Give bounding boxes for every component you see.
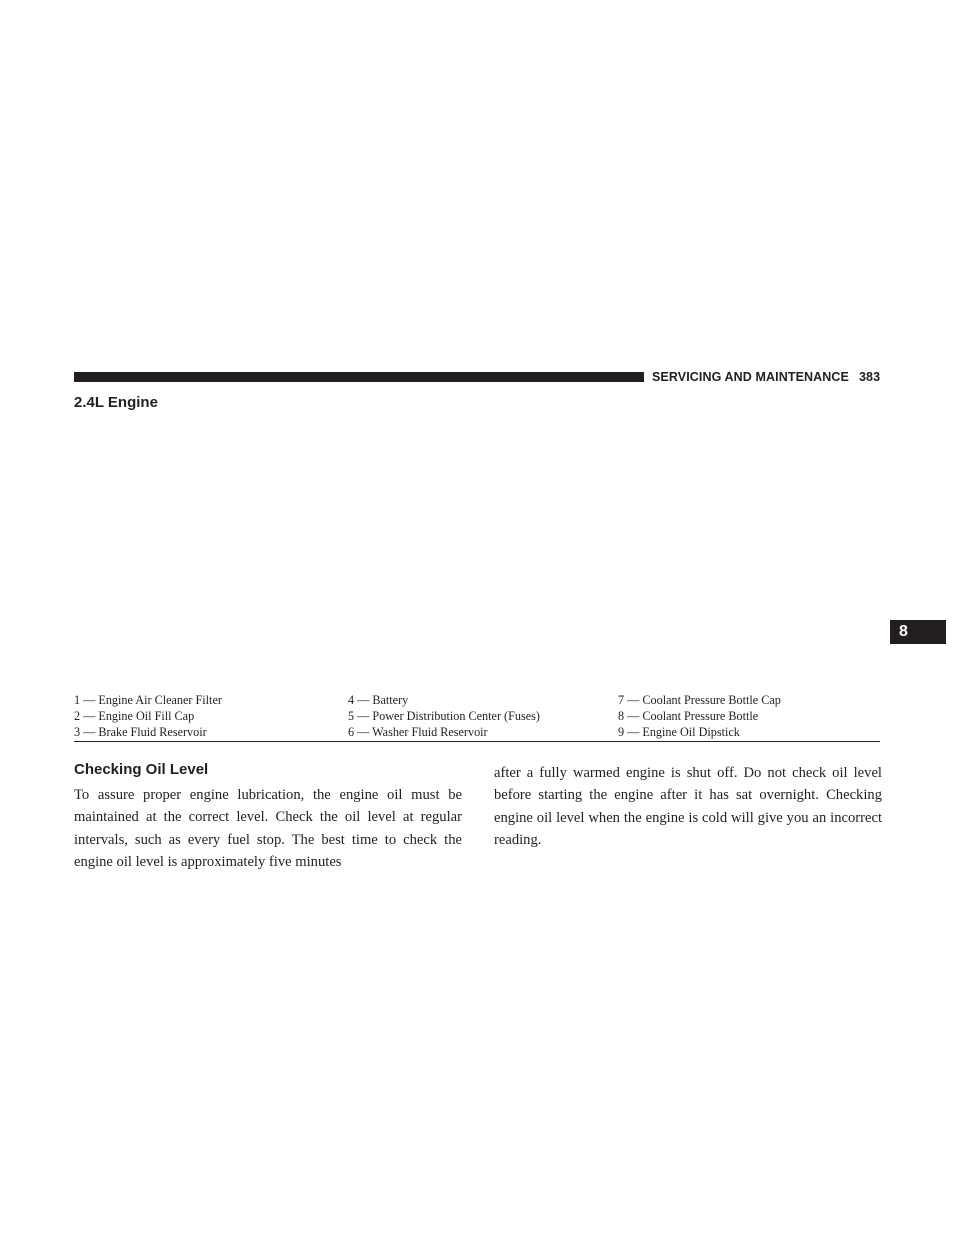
legend-item: 3 — Brake Fluid Reservoir	[74, 725, 207, 739]
legend-item: 7 — Coolant Pressure Bottle Cap	[618, 693, 781, 707]
legend-divider	[74, 741, 880, 742]
section-title: 2.4L Engine	[74, 394, 158, 411]
legend-row	[74, 692, 880, 708]
legend-item: 5 — Power Distribution Center (Fuses)	[348, 709, 540, 723]
header-rule-bar	[74, 372, 644, 382]
running-head	[652, 369, 880, 385]
chapter-number: 8	[899, 623, 908, 640]
running-title: SERVICING AND MAINTENANCE	[652, 370, 849, 384]
subsection-title: Checking Oil Level	[74, 761, 209, 778]
engine-figure-area	[74, 420, 880, 688]
chapter-tab	[890, 620, 946, 644]
figure-legend	[74, 692, 880, 740]
legend-item: 1 — Engine Air Cleaner Filter	[74, 693, 222, 707]
legend-item: 8 — Coolant Pressure Bottle	[618, 709, 759, 723]
legend-item: 4 — Battery	[348, 693, 409, 707]
body-paragraph-left: To assure proper engine lubrication, the engine oil must be maintained at the correct level. Check the oil level at regular intervals, such as every fuel stop. The best time to check the engine oil level is approximately five minutes	[74, 787, 462, 870]
legend-item: 6 — Washer Fluid Reservoir	[348, 725, 488, 739]
body-paragraph-right: after a fully warmed engine is shut off. Do not check oil level before starting the engine after it has sat overnight. Checking engine oil level when the engine is cold will give you an incorrect reading.	[494, 765, 882, 848]
legend-item: 9 — Engine Oil Dipstick	[618, 725, 740, 739]
legend-row	[74, 724, 880, 740]
legend-row	[74, 708, 880, 724]
page-number: 383	[858, 370, 881, 384]
legend-item: 2 — Engine Oil Fill Cap	[74, 709, 195, 723]
